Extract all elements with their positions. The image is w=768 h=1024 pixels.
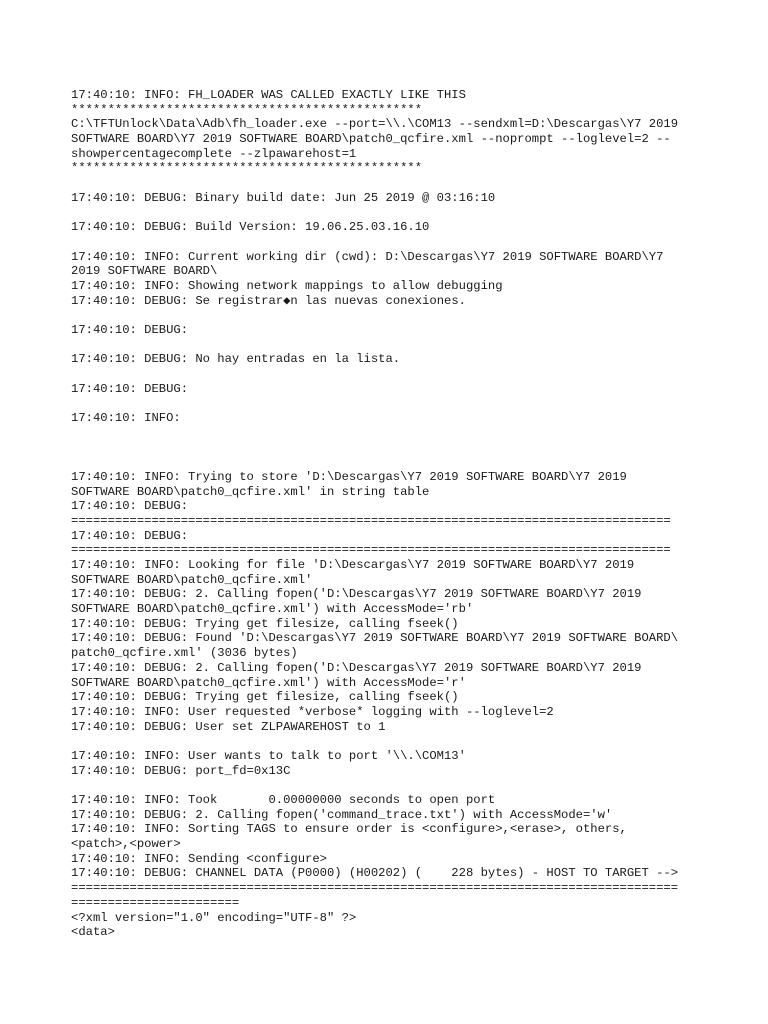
blank-line — [71, 235, 711, 250]
log-line: 17:40:10: DEBUG: Trying get filesize, calling fseek() — [71, 690, 459, 705]
log-line: =================================================================================== — [71, 881, 679, 896]
log-line: ************************************************ — [71, 161, 423, 176]
log-line: 17:40:10: DEBUG: port_fd=0x13C — [71, 763, 291, 778]
blank-line — [71, 396, 711, 411]
log-line: ================================================================================== — [71, 513, 671, 528]
log-line: SOFTWARE BOARD\Y7 2019 SOFTWARE BOARD\patch0_qcfire.xml --noprompt --loglevel=2 -- — [71, 132, 671, 147]
log-line: 17:40:10: DEBUG: — [71, 499, 189, 514]
log-line: SOFTWARE BOARD\patch0_qcfire.xml') with AccessMode='rb' — [71, 602, 474, 617]
log-line: 17:40:10: INFO: — [71, 411, 181, 426]
blank-line — [71, 308, 711, 323]
log-line: <?xml version="1.0" encoding="UTF-8" ?> — [71, 910, 357, 925]
log-line: 17:40:10: DEBUG: No hay entradas en la lista. — [71, 352, 401, 367]
blank-line — [71, 734, 711, 749]
log-line: <data> — [71, 925, 115, 940]
log-line: 17:40:10: INFO: User wants to talk to port '\\.\COM13' — [71, 748, 466, 763]
log-line: showpercentagecomplete --zlpawarehost=1 — [71, 146, 357, 161]
log-line: 17:40:10: INFO: Trying to store 'D:\Descargas\Y7 2019 SOFTWARE BOARD\Y7 2019 — [71, 469, 627, 484]
log-line: 17:40:10: INFO: User requested *verbose* logging with --loglevel=2 — [71, 704, 554, 719]
log-line: 17:40:10: INFO: Sorting TAGS to ensure order is <configure>,<erase>, others, — [71, 822, 627, 837]
log-line: 17:40:10: DEBUG: Binary build date: Jun 25 2019 @ 03:16:10 — [71, 190, 496, 205]
blank-line — [71, 778, 711, 793]
log-line: 17:40:10: INFO: FH_LOADER WAS CALLED EXACTLY LIKE THIS — [71, 88, 466, 102]
log-line: 2019 SOFTWARE BOARD\ — [71, 264, 218, 279]
blank-line — [71, 206, 711, 221]
log-line: ================================================================================== — [71, 543, 671, 558]
log-line: 17:40:10: DEBUG: Found 'D:\Descargas\Y7 2019 SOFTWARE BOARD\Y7 2019 SOFTWARE BOARD\ — [71, 631, 679, 646]
log-line: 17:40:10: DEBUG: 2. Calling fopen('command_trace.txt') with AccessMode='w' — [71, 807, 613, 822]
log-text-block — [71, 88, 711, 940]
log-line: 17:40:10: INFO: Current working dir (cwd): D:\Descargas\Y7 2019 SOFTWARE BOARD\Y7 — [71, 249, 664, 264]
log-line: 17:40:10: DEBUG: — [71, 323, 189, 337]
log-line: 17:40:10: INFO: Sending <configure> — [71, 851, 327, 866]
blank-line — [71, 441, 711, 456]
log-line: 17:40:10: INFO: Looking for file 'D:\Descargas\Y7 2019 SOFTWARE BOARD\Y7 2019 — [71, 558, 635, 572]
blank-line — [71, 176, 711, 191]
log-line: 17:40:10: DEBUG: Trying get filesize, calling fseek() — [71, 616, 459, 631]
log-line: <patch>,<power> — [71, 837, 181, 852]
log-line: 17:40:10: INFO: Showing network mappings to allow debugging — [71, 278, 503, 293]
log-line: 17:40:10: INFO: Took 0.00000000 seconds to open port — [71, 793, 496, 807]
blank-line — [71, 338, 711, 353]
log-line: 17:40:10: DEBUG: User set ZLPAWAREHOST to 1 — [71, 719, 386, 734]
log-line: ======================= — [71, 895, 240, 910]
log-line: 17:40:10: DEBUG: 2. Calling fopen('D:\Descargas\Y7 2019 SOFTWARE BOARD\Y7 2019 — [71, 660, 642, 675]
blank-line — [71, 426, 711, 441]
log-line: SOFTWARE BOARD\patch0_qcfire.xml' in string table — [71, 484, 430, 499]
log-line: SOFTWARE BOARD\patch0_qcfire.xml' — [71, 572, 313, 587]
log-line: patch0_qcfire.xml' (3036 bytes) — [71, 646, 298, 661]
blank-line — [71, 367, 711, 382]
log-line: 17:40:10: DEBUG: Se registrar◆n las nuevas conexiones. — [71, 293, 466, 308]
log-line: C:\TFTUnlock\Data\Adb\fh_loader.exe --port=\\.\COM13 --sendxml=D:\Descargas\Y7 2019 — [71, 117, 679, 132]
log-line: 17:40:10: DEBUG: — [71, 381, 189, 396]
log-line: SOFTWARE BOARD\patch0_qcfire.xml') with AccessMode='r' — [71, 675, 466, 690]
log-line: 17:40:10: DEBUG: CHANNEL DATA (P0000) (H00202) ( 228 bytes) - HOST TO TARGET --> — [71, 866, 679, 881]
log-line: ************************************************ — [71, 102, 423, 117]
blank-line — [71, 455, 711, 470]
log-line: 17:40:10: DEBUG: — [71, 528, 189, 543]
log-line: 17:40:10: DEBUG: 2. Calling fopen('D:\Descargas\Y7 2019 SOFTWARE BOARD\Y7 2019 — [71, 587, 642, 602]
log-line: 17:40:10: DEBUG: Build Version: 19.06.25.03.16.10 — [71, 220, 430, 235]
